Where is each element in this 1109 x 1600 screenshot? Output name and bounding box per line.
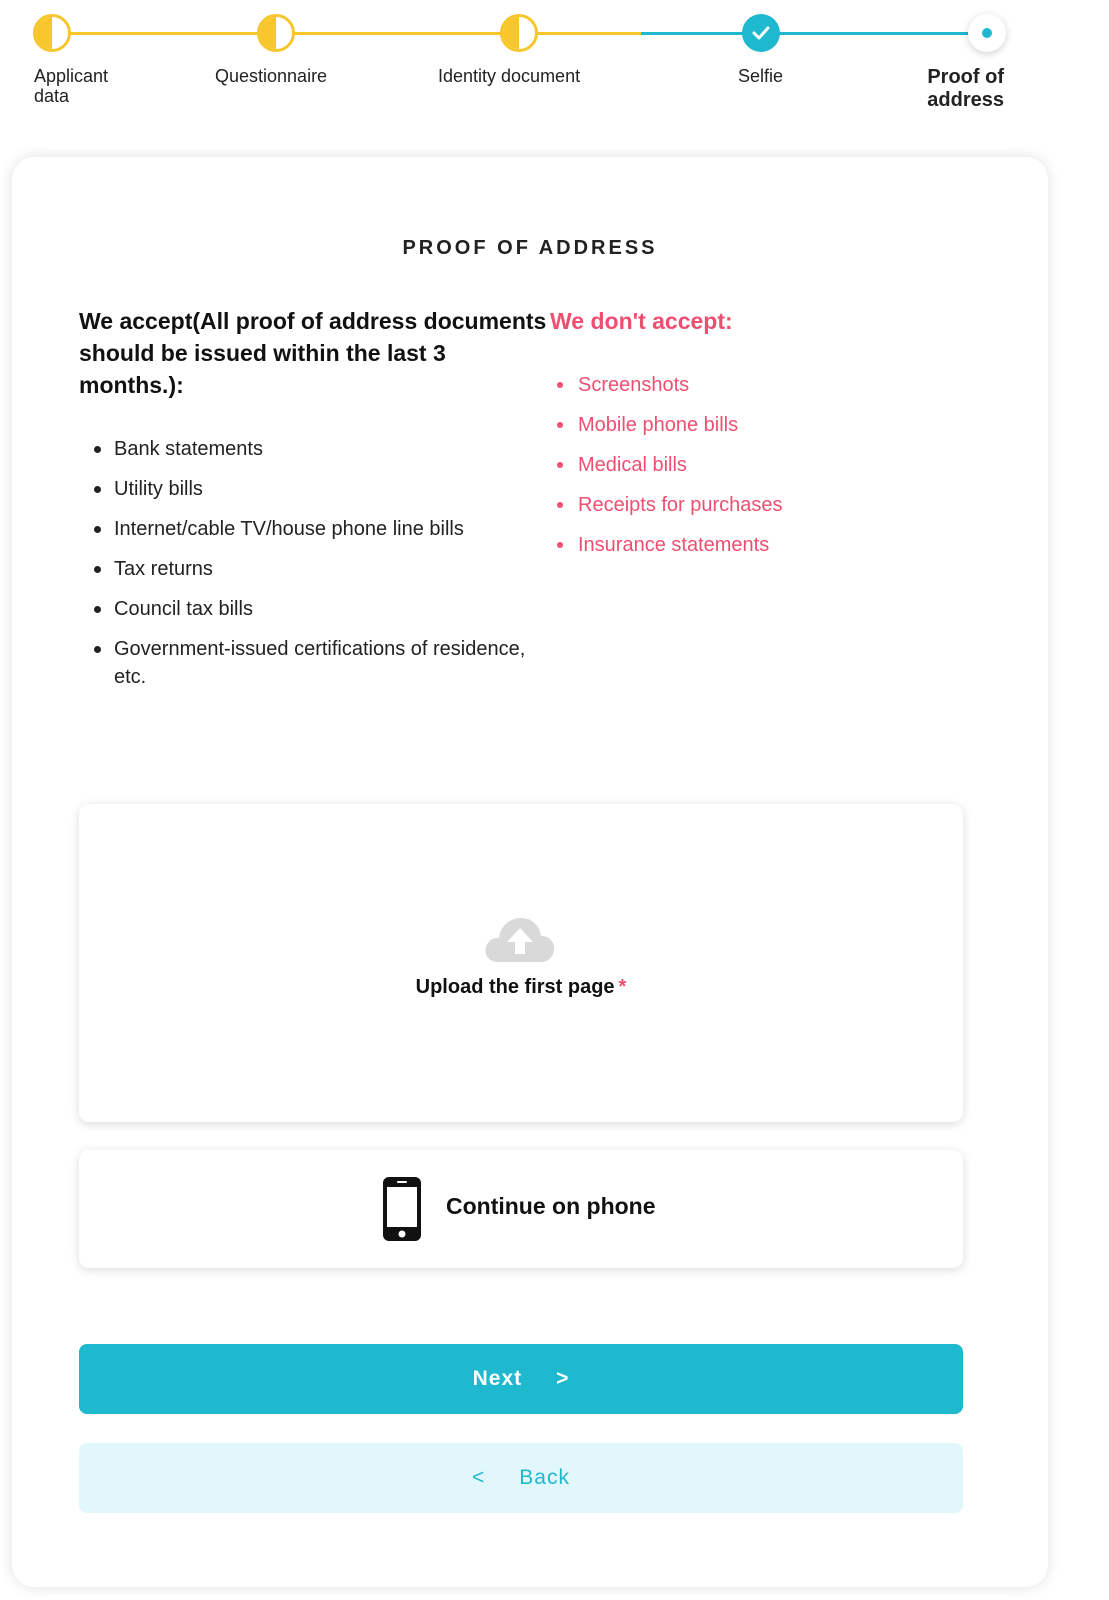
accepted-item: Government-issued certifications of residence, etc. (94, 635, 549, 691)
continue-on-phone-label: Continue on phone (446, 1193, 656, 1219)
stepper-connector (276, 32, 519, 35)
progress-stepper (0, 0, 1109, 130)
accepted-item: Tax returns (94, 555, 549, 583)
next-button[interactable] (79, 1344, 963, 1414)
rejected-item: Insurance statements (557, 531, 990, 559)
chevron-right-icon: > (556, 1367, 570, 1390)
card-title: PROOF OF ADDRESS (402, 237, 658, 259)
rejected-documents-section (550, 305, 990, 571)
step-label-selfie: Selfie (738, 66, 784, 86)
step-label-applicant-data: Applicant data (34, 66, 109, 106)
back-button-label: Back (519, 1466, 570, 1489)
rejected-item: Mobile phone bills (557, 411, 990, 439)
step-indicator-identity-document[interactable] (500, 14, 538, 52)
accepted-heading: We accept(All proof of address documents should be issued within the last 3 months.): (79, 308, 547, 398)
stepper-connector (52, 32, 276, 35)
stepper-connector (761, 32, 987, 35)
rejected-list (550, 371, 990, 559)
upload-label (79, 976, 963, 999)
rejected-item: Screenshots (557, 371, 990, 399)
accepted-item: Internet/cable TV/house phone line bills (94, 515, 549, 543)
proof-of-address-card (12, 157, 1048, 1587)
next-button-label: Next (472, 1367, 523, 1390)
step-indicator-questionnaire[interactable] (257, 14, 295, 52)
accepted-item: Council tax bills (94, 595, 549, 623)
step-label-identity-document: Identity document (438, 66, 581, 86)
step-indicator-proof-of-address (968, 14, 1006, 52)
required-marker: * (618, 976, 627, 998)
upload-label-text: Upload the first page (415, 976, 615, 998)
upload-dropzone[interactable] (79, 804, 963, 1122)
rejected-heading: We don't accept: (550, 308, 733, 334)
accepted-documents-section (79, 305, 549, 703)
continue-on-phone-button[interactable] (79, 1150, 963, 1268)
chevron-left-icon: < (472, 1466, 486, 1489)
step-label-proof-of-address: Proof of address (927, 66, 1004, 111)
back-button[interactable] (79, 1443, 963, 1513)
check-icon (752, 26, 770, 40)
rejected-item: Medical bills (557, 451, 990, 479)
accepted-item: Utility bills (94, 475, 549, 503)
cloud-upload-icon (484, 914, 556, 964)
step-indicator-selfie[interactable] (742, 14, 780, 52)
accepted-list (79, 435, 549, 691)
step-label-questionnaire: Questionnaire (215, 66, 328, 86)
rejected-item: Receipts for purchases (557, 491, 990, 519)
accepted-item: Bank statements (94, 435, 549, 463)
smartphone-icon (382, 1176, 422, 1242)
step-indicator-applicant-data[interactable] (33, 14, 71, 52)
